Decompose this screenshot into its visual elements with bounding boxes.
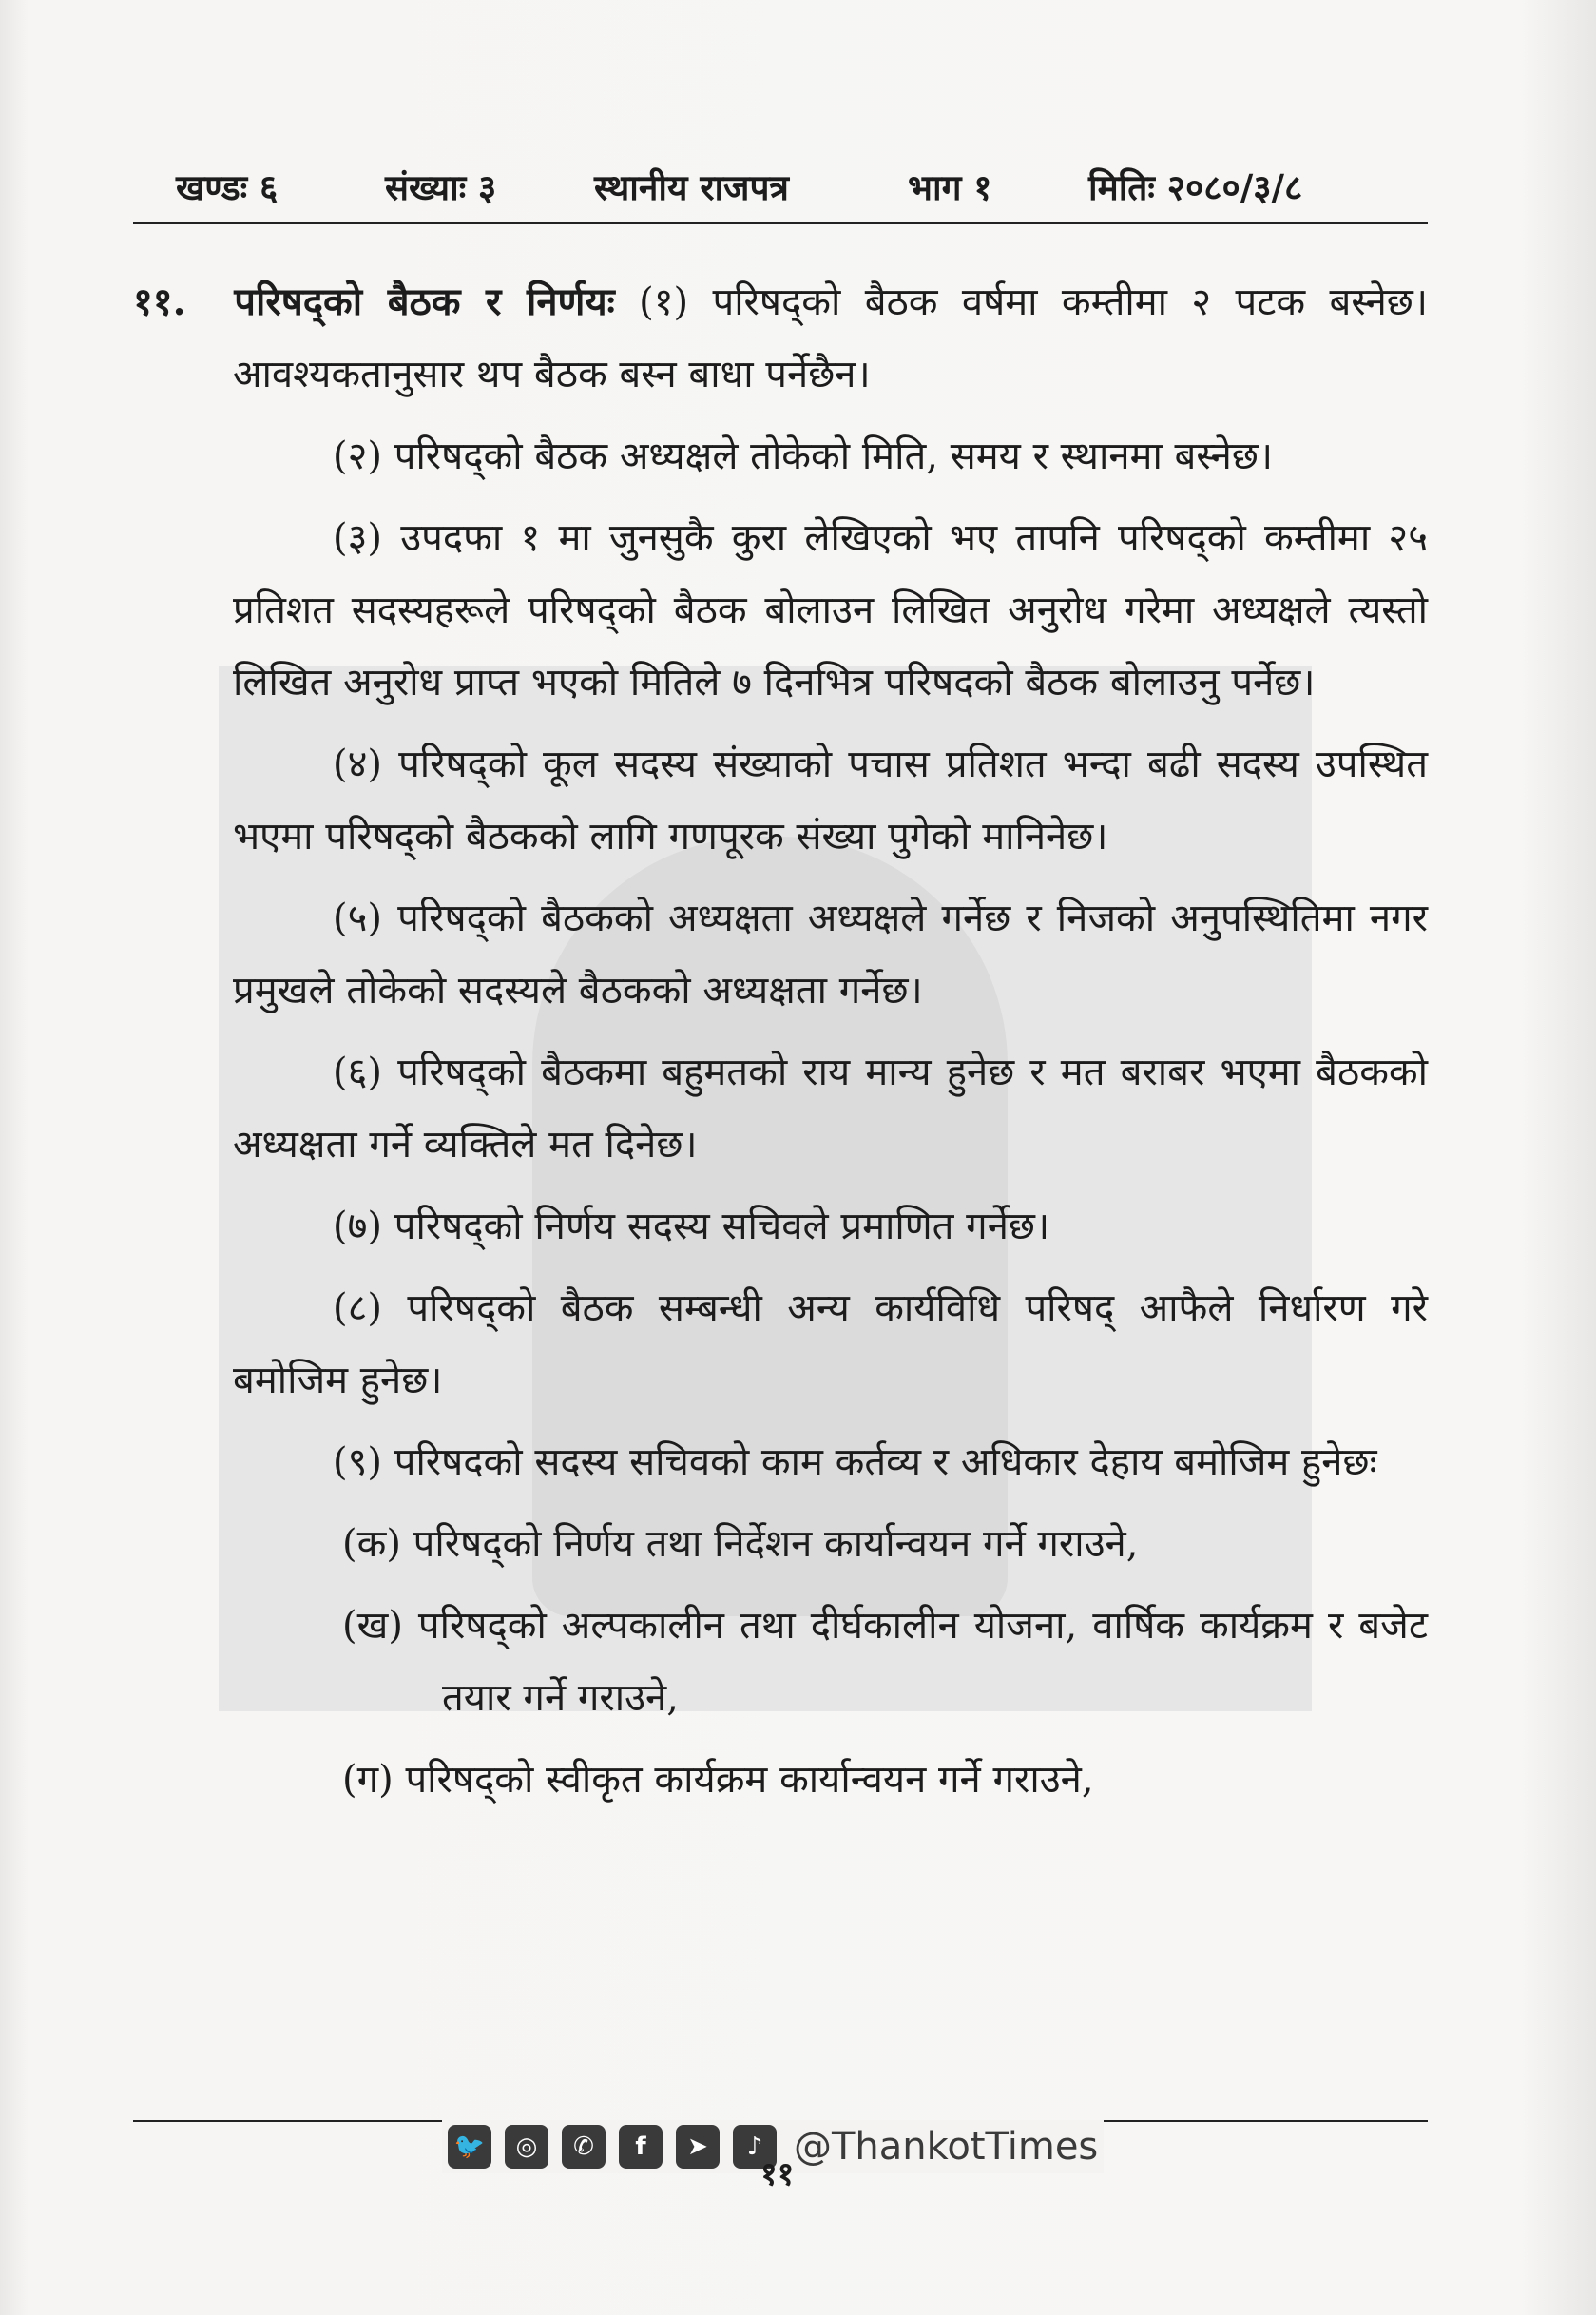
facebook-icon[interactable]: f (619, 2125, 663, 2169)
instagram-icon[interactable]: ◎ (505, 2125, 548, 2169)
subclause-ga: (ग) परिषद्को स्वीकृत कार्यक्रम कार्यान्वयन गर्ने गराउने, (342, 1758, 1094, 1802)
twitter-icon[interactable]: 🐦 (448, 2125, 491, 2169)
section-number: ११. (133, 280, 186, 324)
section-11 (133, 266, 1428, 411)
document-body (133, 266, 1428, 1825)
gazette-header (138, 162, 1426, 219)
section-heading: परिषद्को बैठक र निर्णयः (234, 280, 615, 324)
header-rule (133, 222, 1428, 224)
clause-8: (८) परिषद्को बैठक सम्बन्धी अन्य कार्यविधि परिषद् आफैले निर्धारण गरे बमोजिम हुनेछ। (233, 1286, 1428, 1402)
header-khanda: खण्डः ६ (176, 166, 279, 208)
subclause-ka: (क) परिषद्को निर्णय तथा निर्देशन कार्यान्वयन गर्ने गराउने, (342, 1522, 1139, 1566)
social-handle[interactable]: @ThankotTimes (794, 2125, 1099, 2169)
clause-7: (७) परिषद्को निर्णय सदस्य सचिवले प्रमाणित गर्नेछ। (333, 1205, 1050, 1248)
telegram-icon[interactable]: ➤ (676, 2125, 720, 2169)
whatsapp-icon[interactable]: ✆ (562, 2125, 606, 2169)
clause-4: (४) परिषद्को कूल सदस्य संख्याको पचास प्रतिशत भन्दा बढी सदस्य उपस्थित भएमा परिषद्को बैठकको लागि गणपूरक संख्या पुगेको मानिनेछ। (233, 743, 1428, 858)
header-miti: मितिः २०८०/३/८ (1088, 166, 1303, 208)
page-number: ११ (760, 2155, 795, 2193)
clause-2: (२) परिषद्को बैठक अध्यक्षले तोकेको मिति, समय र स्थानमा बस्नेछ। (333, 434, 1274, 478)
header-title: स्थानीय राजपत्र (594, 166, 789, 208)
clause-5: (५) परिषद्को बैठकको अध्यक्षता अध्यक्षले गर्नेछ र निजको अनुपस्थितिमा नगर प्रमुखले तोकेको सदस्यले बैठकको अध्यक्षता गर्नेछ। (233, 897, 1428, 1013)
subclause-kha: (ख) परिषद्को अल्पकालीन तथा दीर्घकालीन योजना, वार्षिक कार्यक्रम र बजेट तयार गर्ने गराउने, (342, 1604, 1428, 1720)
header-sankhya: संख्याः ३ (385, 166, 497, 208)
section-text: (१) परिषद्को बैठक वर्षमा कम्तीमा २ पटक बस्नेछ। आवश्यकतानुसार थप बैठक बस्न बाधा पर्नेछैन। (233, 280, 1428, 396)
clause-3: (३) उपदफा १ मा जुनसुकै कुरा लेखिएको भए तापनि परिषद्को कम्तीमा २५ प्रतिशत सदस्यहरूले परिषद्को बैठक बोलाउन लिखित अनुरोध गरेमा अध्यक्षले त्यस्तो लिखित अनुरोध प्राप्त भएको मितिले ७ दिनभित्र परिषदको बैठक बोलाउनु पर्नेछ। (233, 516, 1428, 704)
tiktok-icon[interactable]: ♪ (733, 2125, 777, 2169)
header-bhag: भाग १ (908, 166, 992, 208)
clause-6: (६) परिषद्को बैठकमा बहुमतको राय मान्य हुनेछ र मत बराबर भएमा बैठकको अध्यक्षता गर्ने व्यक्तिले मत दिनेछ। (233, 1051, 1428, 1167)
clause-9: (९) परिषदको सदस्य सचिवको काम कर्तव्य र अधिकार देहाय बमोजिम हुनेछः (333, 1440, 1377, 1484)
